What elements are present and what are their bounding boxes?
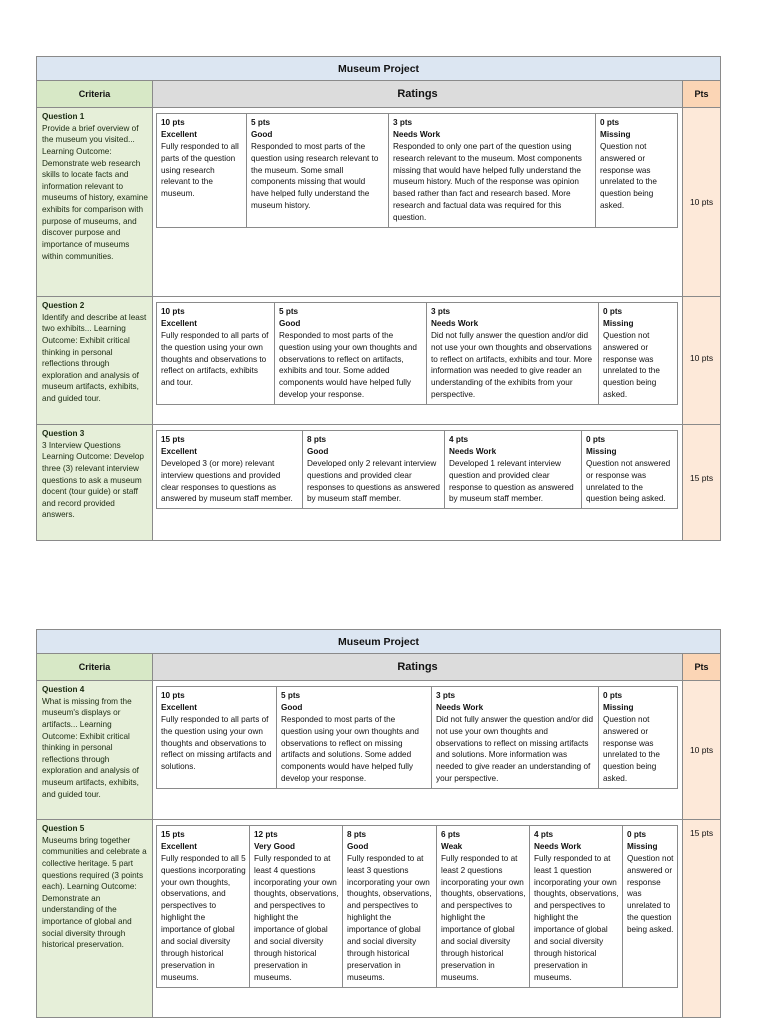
rating-option bbox=[157, 826, 250, 987]
criterion-points: 15 pts bbox=[683, 820, 721, 1018]
rating-description: Fully responded to all parts of the question using research relevant to the museum. bbox=[161, 141, 239, 199]
rating-points: 0 pts bbox=[586, 435, 606, 444]
pts-header: Pts bbox=[683, 654, 721, 681]
rating-name: Good bbox=[347, 841, 369, 851]
rating-points: 0 pts bbox=[603, 307, 623, 316]
rating-option bbox=[275, 303, 427, 404]
rating-description: Fully responded to at least 2 questions incorporating your own thoughts, observations, and perspectives to highlight the importance of global and social diversity through historical preservation in museums. bbox=[441, 853, 526, 982]
rating-name: Good bbox=[279, 318, 301, 328]
rating-name: Excellent bbox=[161, 318, 197, 328]
rating-points: 15 pts bbox=[161, 435, 185, 444]
rating-option bbox=[427, 303, 599, 404]
ratings-cell bbox=[153, 297, 683, 425]
rating-description: Fully responded to all 5 questions incorporating your own thoughts, observations, and perspectives to highlight the importance of global and social diversity through historical preservation in museums. bbox=[161, 853, 246, 982]
rating-points: 3 pts bbox=[393, 118, 413, 127]
rating-points: 0 pts bbox=[627, 830, 647, 839]
rating-description: Did not fully answer the question and/or did not use your own thoughts and observations to reflect on artifacts, exhibits and tour. More information was needed to give reader an understanding of the exhibits from your perspective. bbox=[431, 330, 593, 400]
rating-name: Missing bbox=[603, 702, 634, 712]
rating-points: 8 pts bbox=[347, 830, 367, 839]
rating-description: Fully responded to all parts of the question using your own thoughts and observations to reflect on artifacts, exhibits and tour. bbox=[161, 330, 269, 388]
criterion-points: 15 pts bbox=[683, 425, 721, 541]
rating-description: Question not answered or response was unrelated to the question being asked. bbox=[603, 714, 660, 784]
rating-name: Missing bbox=[586, 446, 617, 456]
rating-points: 5 pts bbox=[279, 307, 299, 316]
ratings-header: Ratings bbox=[153, 81, 683, 108]
rating-name: Missing bbox=[603, 318, 634, 328]
rating-option bbox=[623, 826, 678, 987]
rating-name: Good bbox=[251, 129, 273, 139]
rating-points: 12 pts bbox=[254, 830, 278, 839]
criterion-row bbox=[37, 297, 721, 425]
rating-name: Good bbox=[307, 446, 329, 456]
rubric-table-1 bbox=[36, 56, 721, 541]
criterion-title: Question 4 bbox=[42, 685, 85, 694]
ratings-cell bbox=[153, 425, 683, 541]
ratings-cell bbox=[153, 681, 683, 820]
ratings-list bbox=[156, 302, 678, 405]
ratings-list bbox=[156, 430, 678, 509]
rating-description: Question not answered or response was unrelated to the question being asked. bbox=[600, 141, 657, 211]
rating-points: 4 pts bbox=[449, 435, 469, 444]
rating-name: Needs Work bbox=[534, 841, 582, 851]
rating-description: Fully responded to at least 4 questions incorporating your own thoughts, observations, and perspectives to highlight the importance of global and social diversity through historical preservation in museums. bbox=[254, 853, 339, 982]
rating-description: Responded to most parts of the question using your own thoughts and observations to reflect on missing artifacts and solutions. Some added components would have helped fully develop your response. bbox=[281, 714, 419, 784]
rating-description: Fully responded to at least 3 questions incorporating your own thoughts, observations, and perspectives to highlight the importance of global and social diversity through historical preservation in museums. bbox=[347, 853, 432, 982]
rating-points: 5 pts bbox=[251, 118, 271, 127]
pts-header: Pts bbox=[683, 81, 721, 108]
rating-description: Developed 3 (or more) relevant interview questions and provided clear responses to questions as answered by museum staff member. bbox=[161, 458, 293, 504]
criterion-description: 3 Interview Questions Learning Outcome: Develop three (3) relevant interview questions to ask a museum docent (tour guide) or staff and record provided answers. bbox=[42, 440, 144, 520]
criterion-cell bbox=[37, 297, 153, 425]
rating-points: 8 pts bbox=[307, 435, 327, 444]
rating-points: 3 pts bbox=[431, 307, 451, 316]
rating-option bbox=[432, 687, 599, 788]
criterion-cell bbox=[37, 820, 153, 1018]
rating-name: Needs Work bbox=[431, 318, 479, 328]
rating-name: Needs Work bbox=[393, 129, 441, 139]
rating-points: 3 pts bbox=[436, 691, 456, 700]
criterion-points: 10 pts bbox=[683, 681, 721, 820]
rating-name: Needs Work bbox=[449, 446, 497, 456]
rating-name: Excellent bbox=[161, 841, 197, 851]
rating-option bbox=[389, 114, 596, 227]
criterion-description: What is missing from the museum's displays or artifacts... Learning Outcome: Exhibit critical thinking in personal reflections through exploration and analysis of museum artifacts, exhibits, and guided tour. bbox=[42, 696, 139, 799]
rating-description: Responded to most parts of the question using research relevant to the museum. Some small components missing that would have helped fully understand the museum history. bbox=[251, 141, 379, 211]
rating-name: Missing bbox=[600, 129, 631, 139]
rating-name: Excellent bbox=[161, 446, 197, 456]
ratings-header: Ratings bbox=[153, 654, 683, 681]
rating-description: Question not answered or response was unrelated to the question being asked. bbox=[586, 458, 671, 504]
rating-option bbox=[303, 431, 445, 508]
rating-points: 5 pts bbox=[281, 691, 301, 700]
rating-option bbox=[599, 687, 678, 788]
criterion-points: 10 pts bbox=[683, 297, 721, 425]
rubric-table-2 bbox=[36, 629, 721, 1018]
rating-description: Question not answered or response was unrelated to the question being asked. bbox=[627, 853, 674, 935]
rating-points: 15 pts bbox=[161, 830, 185, 839]
rating-name: Good bbox=[281, 702, 303, 712]
rating-option bbox=[437, 826, 530, 987]
ratings-list bbox=[156, 113, 678, 228]
criterion-row bbox=[37, 820, 721, 1018]
criterion-cell bbox=[37, 425, 153, 541]
ratings-cell bbox=[153, 108, 683, 297]
criterion-points: 10 pts bbox=[683, 108, 721, 297]
criterion-title: Question 5 bbox=[42, 824, 85, 833]
rating-option bbox=[582, 431, 678, 508]
rating-description: Developed only 2 relevant interview questions and provided clear responses to questions as answered by museum staff member. bbox=[307, 458, 440, 504]
ratings-list bbox=[156, 825, 678, 988]
criterion-title: Question 1 bbox=[42, 112, 85, 121]
rating-option bbox=[157, 114, 247, 227]
rating-option bbox=[343, 826, 437, 987]
rating-name: Excellent bbox=[161, 129, 197, 139]
rating-option bbox=[247, 114, 389, 227]
criterion-cell bbox=[37, 681, 153, 820]
criterion-cell bbox=[37, 108, 153, 297]
rating-option bbox=[445, 431, 582, 508]
rating-points: 6 pts bbox=[441, 830, 461, 839]
rating-name: Weak bbox=[441, 841, 463, 851]
criterion-row bbox=[37, 425, 721, 541]
rating-description: Responded to only one part of the question using research relevant to the museum. Most components missing that would have helped fully understand the museum history. Much of the response was opinion based rather than fact and research based. More research and factual data was required for this question. bbox=[393, 141, 582, 223]
rating-option bbox=[596, 114, 678, 227]
rating-description: Fully responded to at least 1 question incorporating your own thoughts, observations, and perspectives to highlight the importance of global and social diversity through historical preservation in museums. bbox=[534, 853, 619, 982]
criteria-header: Criteria bbox=[37, 654, 153, 681]
rating-points: 0 pts bbox=[600, 118, 620, 127]
rating-description: Fully responded to all parts of the question using your own thoughts and observations to reflect on missing artifacts and solutions. bbox=[161, 714, 272, 772]
rating-points: 0 pts bbox=[603, 691, 623, 700]
rating-option bbox=[599, 303, 678, 404]
rubric-title: Museum Project bbox=[37, 57, 721, 81]
rating-description: Question not answered or response was unrelated to the question being asked. bbox=[603, 330, 660, 400]
rating-name: Missing bbox=[627, 841, 658, 851]
rating-name: Excellent bbox=[161, 702, 197, 712]
rating-option bbox=[157, 431, 303, 508]
rating-description: Responded to most parts of the question using your own thoughts and observations to reflect on artifacts, exhibits and tour. Some added components would have helped fully develop your response. bbox=[279, 330, 417, 400]
rating-option bbox=[530, 826, 623, 987]
rating-option bbox=[277, 687, 432, 788]
rating-option bbox=[157, 303, 275, 404]
criterion-description: Museums bring together communities and celebrate a collective heritage. 5 part questions required (3 points each). Learning Outcome: Demonstrate an understanding of the importance of global and social diversity through historical preservation. bbox=[42, 835, 147, 950]
rating-description: Did not fully answer the question and/or did not use your own thoughts and observations to reflect on missing artifacts and solutions. More information was needed to give reader an understanding of your perspective. bbox=[436, 714, 594, 784]
rating-points: 10 pts bbox=[161, 691, 185, 700]
ratings-cell bbox=[153, 820, 683, 1018]
criterion-row bbox=[37, 108, 721, 297]
criterion-row bbox=[37, 681, 721, 820]
rating-name: Very Good bbox=[254, 841, 295, 851]
criterion-description: Identify and describe at least two exhibits... Learning Outcome: Exhibit critical thinking in personal reflections through exploration and analysis of museum artifacts, exhibits, and guided tour. bbox=[42, 312, 147, 404]
rubric-title: Museum Project bbox=[37, 630, 721, 654]
rating-points: 10 pts bbox=[161, 118, 185, 127]
rating-points: 4 pts bbox=[534, 830, 554, 839]
criteria-header: Criteria bbox=[37, 81, 153, 108]
ratings-list bbox=[156, 686, 678, 789]
rating-option bbox=[250, 826, 343, 987]
criterion-description: Provide a brief overview of the museum you visited... Learning Outcome: Demonstrate web research skills to locate facts and information relevant to museums of history, examine exhibits for comparison with purpose of museums, and discover purpose and importance of museums within communities. bbox=[42, 123, 148, 261]
rating-name: Needs Work bbox=[436, 702, 484, 712]
rating-points: 10 pts bbox=[161, 307, 185, 316]
criterion-title: Question 2 bbox=[42, 301, 85, 310]
rating-option bbox=[157, 687, 277, 788]
criterion-title: Question 3 bbox=[42, 429, 85, 438]
rating-description: Developed 1 relevant interview question and provided clear response to question as answered by museum staff member. bbox=[449, 458, 574, 504]
